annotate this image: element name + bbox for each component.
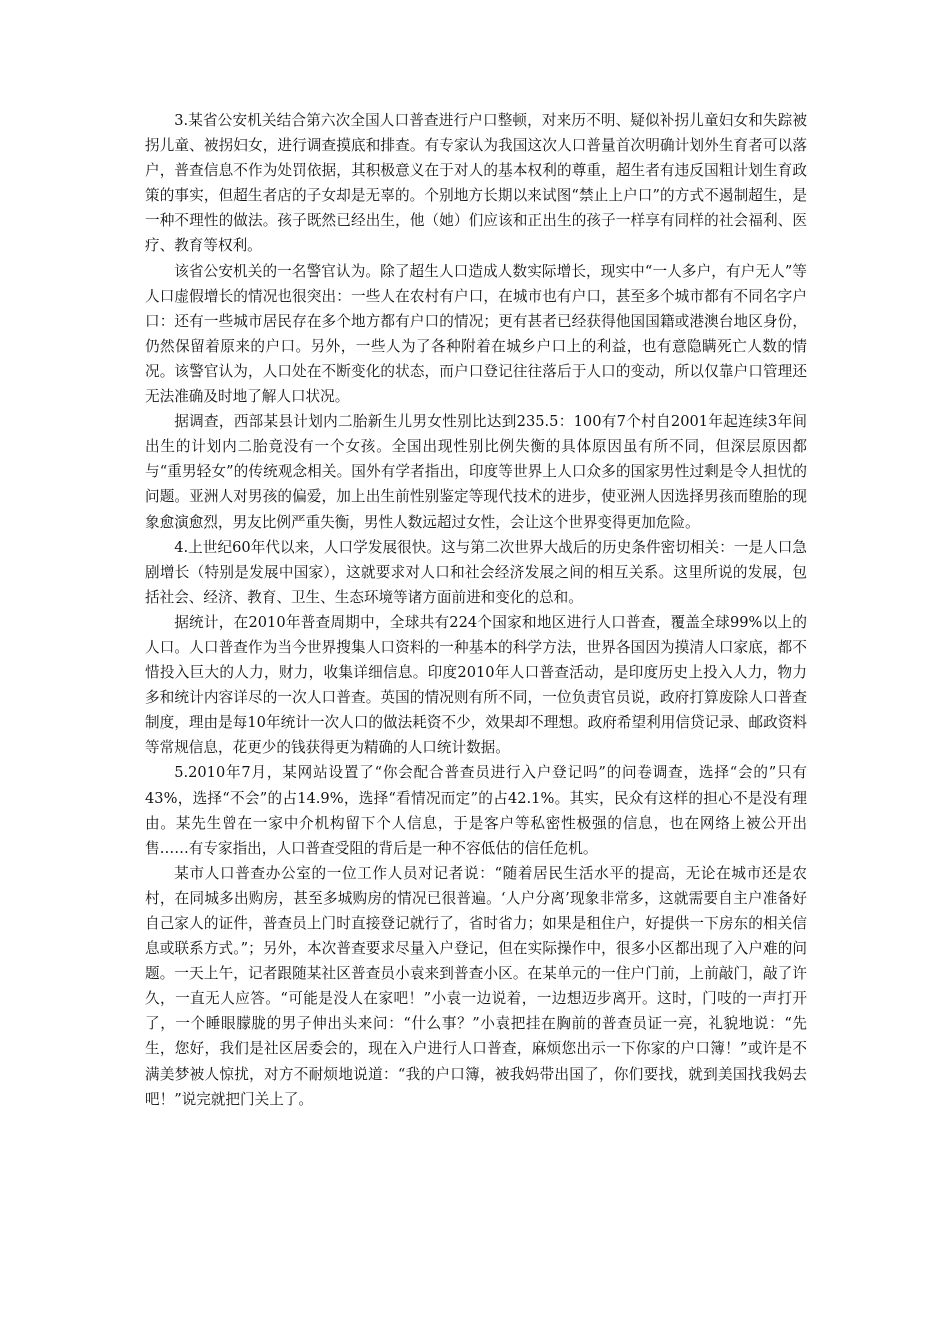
paragraph-4-demography: 4.上世纪60年代以来，人口学发展很快。这与第二次世界大战后的历史条件密切相关：一是人口急剧增长（特别是发展中国家），这就要求对人口和社会经济发展之间的相互关系。这里所说的发展，包括社会、经济、教育、卫生、生态环境等诸方面前进和变化的总和。 xyxy=(145,538,807,606)
paragraph-sex-ratio: 据调查，西部某县计划内二胎新生儿男女性别比达到235.5：100有7个村自2001年起连续3年间出生的计划内二胎竟没有一个女孩。全国出现性别比例失衡的具体原因虽有所不同，但深层原因都与“重男轻女”的传统观念相关。国外有学者指出，印度等世界上人口众多的国家男性过剩是令人担忧的问题。亚洲人对男孩的偏爱，加上出生前性别鉴定等现代技术的进步，使亚洲人因选择男孩而堕胎的现象愈演愈烈，男友比例严重失衡，男性人数远超过女性，会让这个世界变得更加危险。 xyxy=(145,413,807,531)
paragraph-3-intro: 3.某省公安机关结合第六次全国人口普查进行户口整顿，对来历不明、疑似补拐儿童妇女和失踪被拐儿童、被拐妇女，进行调查摸底和排查。有专家认为我国这次人口普量首次明确计划外生育者可以落户，普查信息不作为处罚依据，其积极意义在于对人的基本权利的尊重，超生者有违反国粗计划生育政策的事实，但超生者店的子女却是无辜的。个别地方长期以来试图“禁止上户口”的方式不遏制超生，是一种不理性的做法。孩子既然已经出生，他（她）们应该和正出生的孩子一样享有同样的社会福利、医疗、教育等权利。 xyxy=(145,112,807,255)
paragraph-5-survey: 5.2010年7月，某网站设置了“你会配合普查员进行入户登记吗”的问卷调查，选择“会的”只有43%，选择“不会”的占14.9%，选择“看情况而定”的占42.1%。其实，民众有这样的担心不是没有理由。某先生曾在一家中介机构留下个人信息，于是客户等私密性极强的信息，也在网络上被公开出售……有专家指出，人口普查受阻的背后是一种不容低估的信任危机。 xyxy=(145,764,807,857)
document-body xyxy=(145,108,807,1112)
paragraph-police-officer: 该省公安机关的一名警官认为。除了超生人口造成人数实际增长，现实中“一人多户，有户无人”等人口虚假增长的情况也很突出：一些人在农村有户口，在城市也有户口，甚至多个城市都有不同名字户口：还有一些城市居民存在多个地方都有户口的情况；更有甚者已经获得他国国籍或港澳台地区身份，仍然保留着原来的户口。另外，一些人为了各种附着在城乡户口上的利益，也有意隐瞒死亡人数的情况。该警官认为，人口处在不断变化的状态，而户口登记往往落后于人口的变动，所以仅靠户口管理还无法准确及时地了解人口状况。 xyxy=(145,262,807,406)
paragraph-census-office: 某市人口普查办公室的一位工作人员对记者说：“随着居民生活水平的提高，无论在城市还是农村，在同城多出购房，甚至多城购房的情况已很普遍。‘人户分离’现象非常多，这就需要自主户准备好自己家人的证件，普查员上门时直接登记就行了，省时省力；如果是租住户，好提供一下房东的相关信息或联系方式。”；另外，本次普查要求尽量入户登记，但在实际操作中，很多小区都出现了入户难的问题。一天上午，记者跟随某社区普查员小袁来到普查小区。在某单元的一住户门前，上前敲门，敲了许久，一直无人应答。“可能是没人在家吧！”小袁一边说着，一边想迈步离开。这时，门吱的一声打开了，一个睡眼朦胧的男子伸出头来问：“什么事？”小袁把挂在胸前的普查员证一亮，礼貌地说：“先生，您好，我们是社区居委会的，现在入户进行人口普查，麻烦您出示一下你家的户口簿！”或许是不满美梦被人惊扰，对方不耐烦地说道：“我的户口簿，被我妈带出国了，你们要找，就到美国找我妈去吧！”说完就把门关上了。 xyxy=(145,864,807,1108)
paragraph-census-statistics: 据统计，在2010年普查周期中，全球共有224个国家和地区进行人口普查，覆盖全球99%以上的人口。人口普查作为当今世界搜集人口资料的一种基本的科学方法，世界各国因为摸清人口家底，都不惜投入巨大的人力，财力，收集详细信息。印度2010年人口普查活动，是印度历史上投入人力，物力多和统计内容详尽的一次人口普查。英国的情况则有所不同，一位负责官员说，政府打算废除人口普查制度，理由是每10年统计一次人口的做法耗资不少，效果却不理想。政府希望利用信贷记录、邮政资料等常规信息，花更少的钱获得更为精确的人口统计数据。 xyxy=(145,613,807,757)
